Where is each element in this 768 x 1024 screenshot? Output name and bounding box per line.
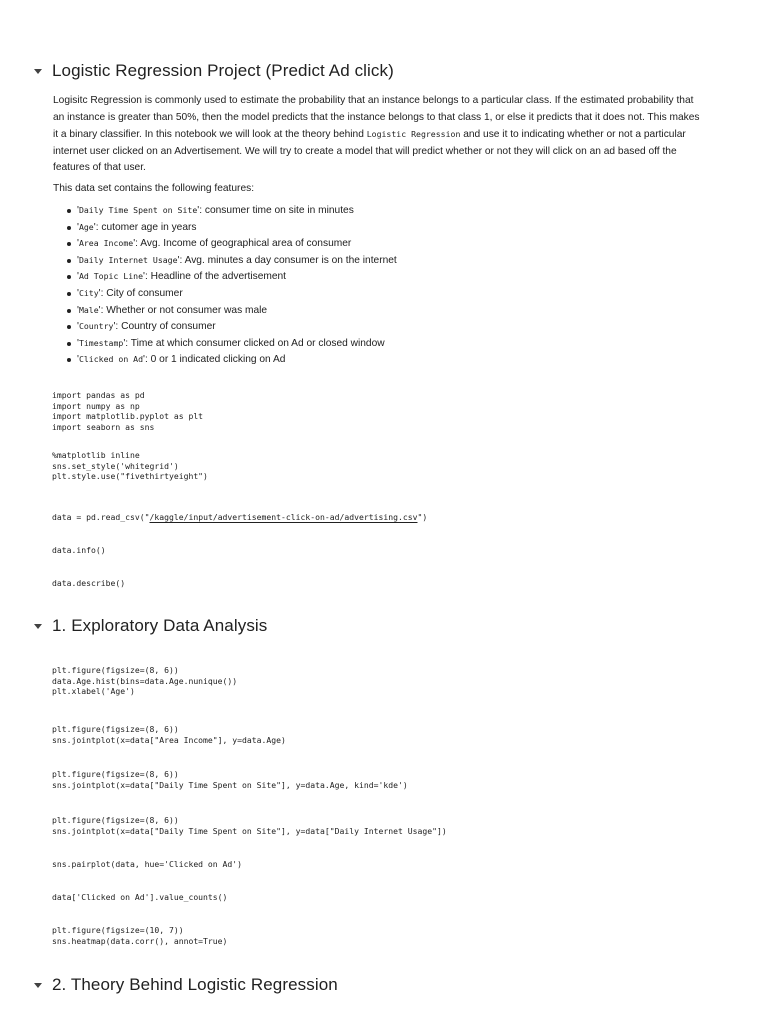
list-item: 'Daily Time Spent on Site': consumer time on site in minutes — [77, 202, 397, 219]
collapse-caret-icon[interactable] — [34, 983, 42, 988]
features-intro: This data set contains the following features: — [53, 183, 255, 194]
list-item: 'Country': Country of consumer — [77, 318, 397, 335]
bullet-icon — [67, 342, 71, 346]
code-cell-read-csv[interactable]: data = pd.read_csv("/kaggle/input/advertisement-click-on-ad/advertising.csv") — [52, 512, 428, 522]
bullet-icon — [67, 358, 71, 362]
code-cell-hist[interactable]: plt.figure(figsize=(8, 6)) data.Age.hist(bins=data.Age.nunique()) plt.xlabel('Age') — [52, 665, 238, 696]
bullet-icon — [67, 259, 71, 263]
code-cell-joint-usage[interactable]: plt.figure(figsize=(8, 6)) sns.jointplot(x=data["Daily Time Spent on Site"], y=data["Daily Internet Usage"]) — [52, 815, 447, 836]
section-heading-logistic-regression[interactable] — [34, 61, 394, 81]
bullet-icon — [67, 309, 71, 313]
section-title: 2. Theory Behind Logistic Regression — [52, 975, 338, 994]
bullet-icon — [67, 242, 71, 246]
csv-path-link[interactable]: /kaggle/input/advertisement-click-on-ad/advertising.csv — [149, 512, 418, 522]
code-cell-pairplot[interactable]: sns.pairplot(data, hue='Clicked on Ad') — [52, 859, 243, 869]
section-title: Logistic Regression Project (Predict Ad click) — [52, 61, 394, 80]
list-item: 'Age': cutomer age in years — [77, 219, 397, 236]
bullet-icon — [67, 226, 71, 230]
intro-paragraph: Logisitc Regression is commonly used to estimate the probability that an instance belongs to a particular class. If the estimated probability that an instance is greater than 50%, then the model predicts that the instance belongs to that class 1, or else it predicts that it does not. This makes it a binary classifier. In this notebook we will look at the theory behind Logistic Regression and use it to indicating whether or not a particular internet user clicked on an Advertisement. We will try to create a model that will predict whether or not they will click on an ad based off the features of that user. — [53, 95, 700, 173]
list-item: 'Clicked on Ad': 0 or 1 indicated clicking on Ad — [77, 351, 397, 368]
code-cell-value-counts[interactable]: data['Clicked on Ad'].value_counts() — [52, 892, 228, 902]
code-cell-joint-kde[interactable]: plt.figure(figsize=(8, 6)) sns.jointplot(x=data["Daily Time Spent on Site"], y=data.Age, kind='kde') — [52, 769, 408, 790]
bullet-icon — [67, 325, 71, 329]
code-cell-heatmap[interactable]: plt.figure(figsize=(10, 7)) sns.heatmap(data.corr(), annot=True) — [52, 925, 228, 946]
section-heading-eda[interactable] — [34, 616, 267, 636]
bullet-icon — [67, 275, 71, 279]
bullet-icon — [67, 209, 71, 213]
list-item: 'Male': Whether or not consumer was male — [77, 302, 397, 319]
section-heading-theory[interactable] — [34, 975, 338, 995]
code-cell-imports[interactable]: import pandas as pd import numpy as np import matplotlib.pyplot as plt import seaborn as sns — [52, 390, 204, 432]
list-item: 'Area Income': Avg. Income of geographical area of consumer — [77, 235, 397, 252]
inline-code: Logistic Regression — [366, 129, 461, 139]
list-item: 'Timestamp': Time at which consumer clicked on Ad or closed window — [77, 335, 397, 352]
code-cell-info[interactable]: data.info() — [52, 545, 106, 555]
list-item: 'Daily Internet Usage': Avg. minutes a day consumer is on the internet — [77, 252, 397, 269]
list-item: 'Ad Topic Line': Headline of the advertisement — [77, 268, 397, 285]
code-cell-setup[interactable]: %matplotlib inline sns.set_style('whitegrid') plt.style.use("fivethirtyeight") — [52, 450, 208, 481]
code-cell-describe[interactable]: data.describe() — [52, 578, 126, 588]
list-item: 'City': City of consumer — [77, 285, 397, 302]
bullet-icon — [67, 292, 71, 296]
collapse-caret-icon[interactable] — [34, 69, 42, 74]
code-cell-joint-income[interactable]: plt.figure(figsize=(8, 6)) sns.jointplot(x=data["Area Income"], y=data.Age) — [52, 724, 286, 745]
section-title: 1. Exploratory Data Analysis — [52, 616, 268, 635]
feature-list — [77, 202, 397, 368]
collapse-caret-icon[interactable] — [34, 624, 42, 629]
